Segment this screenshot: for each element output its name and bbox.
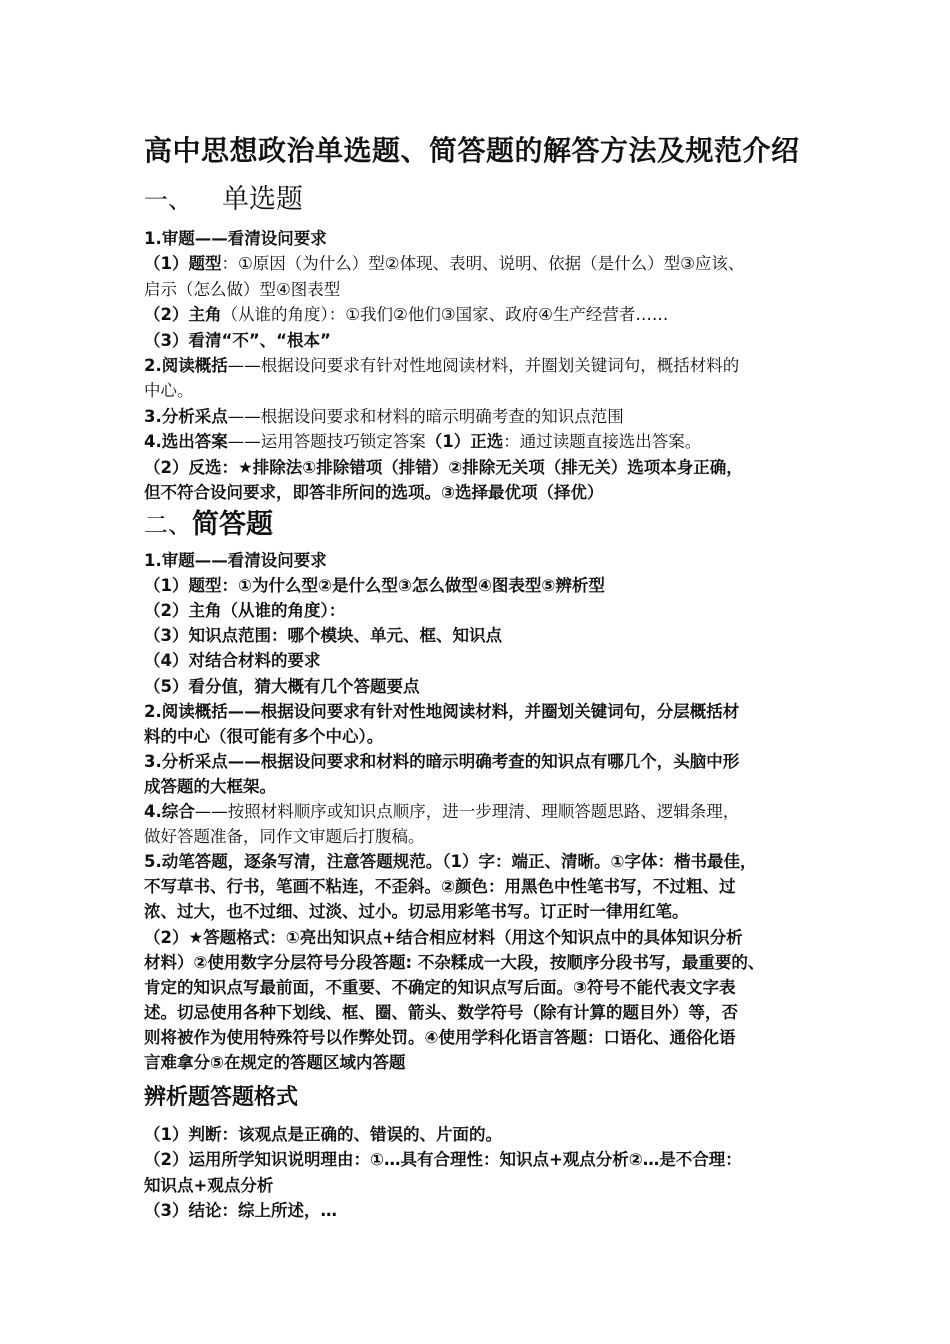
- text-run: （4）对结合材料的要求: [144, 651, 321, 671]
- text-run: （1）题型: [144, 254, 222, 274]
- text-run: （3）结论：综上所述，…: [144, 1200, 337, 1220]
- text-run: 启示（怎么做）型④图表型: [144, 279, 341, 299]
- text-run: 1.审题——看清设问要求: [144, 229, 327, 248]
- text-run: （2）主角（从谁的角度）：: [144, 601, 346, 621]
- text-run: ——运用答题技巧锁定答案: [227, 432, 426, 452]
- text-line: [144, 353, 856, 378]
- text-run: 中心。: [144, 381, 194, 401]
- text-line: [144, 874, 856, 899]
- text-run: （2）主角: [144, 305, 222, 325]
- text-line: [144, 302, 856, 327]
- text-line: [144, 799, 856, 824]
- text-line: [144, 277, 856, 302]
- text-run: 不写草书、行书，笔画不粘连，不歪斜。②颜色：用黑色中性笔书写，不过粗、过: [144, 877, 736, 897]
- text-run: （3）看清“不”、“根本”: [144, 330, 331, 350]
- text-run: ：通过读题直接选出答案。: [503, 432, 702, 452]
- text-run: ：①原因（为什么）型②体现、表明、说明、依据（是什么）型③应该、: [221, 254, 745, 274]
- text-run: 材料）②使用数字分层符号分段答题: 不杂糅成一大段，按顺序分段书写，最重要的、: [144, 952, 765, 972]
- section-title: 单选题: [222, 184, 303, 215]
- text-run: （2）★答题格式：①亮出知识点+结合相应材料（用这个知识点中的具体知识分析: [144, 927, 743, 947]
- text-line: [144, 774, 856, 799]
- text-run: 3.分析采点——根据设问要求和材料的暗示明确考查的知识点有哪几个，头脑中形: [144, 751, 740, 771]
- text-run: （1）正选: [425, 432, 504, 452]
- text-run: ——根据设问要求和材料的暗示明确考查的知识点范围: [227, 406, 624, 426]
- text-run: 言难拿分⑤在规定的答题区域内答题: [144, 1053, 406, 1072]
- text-line: [144, 1122, 856, 1147]
- text-run: 1.审题——看清设问要求: [144, 551, 327, 570]
- text-run: ——按照材料顺序或知识点顺序，进一步理清、理顺答题思路、逻辑条理，: [194, 802, 740, 821]
- text-line: [144, 975, 856, 1000]
- text-line: [144, 404, 856, 429]
- text-line: [144, 598, 856, 623]
- text-line: [144, 1050, 856, 1075]
- text-run: 4.综合: [144, 802, 195, 821]
- text-run: 成答题的大框架。: [144, 776, 276, 796]
- text-run: 则将被作为使用特殊符号以作弊处罚。④使用学科化语言答题：口语化、通俗化语: [144, 1027, 736, 1047]
- text-run: ——根据设问要求有针对性地阅读材料，并圈划关键词句，概括材料的: [227, 356, 740, 375]
- text-run: 做好答题准备，同作文审题后打腹稿。: [144, 827, 425, 847]
- text-line: [144, 724, 856, 749]
- text-line: [144, 849, 856, 874]
- text-line: [144, 378, 856, 403]
- text-line: [144, 429, 856, 454]
- text-run: 但不符合设问要求，即答非所问的选项。③选择最优项（择优）: [144, 483, 604, 502]
- text-run: （从谁的角度）：①我们②他们③国家、政府④生产经营者……: [221, 305, 669, 325]
- text-run: 浓、过大，也不过细、过淡、过小。切忌用彩笔书写。订正时一律用红笔。: [144, 902, 689, 922]
- text-run: 3.分析采点: [144, 406, 228, 426]
- text-run: 知识点+观点分析: [144, 1175, 274, 1195]
- document-title: 高中思想政治单选题、简答题的解答方法及规范介绍: [144, 134, 800, 167]
- text-run: 4.选出答案: [144, 432, 228, 452]
- text-run: 2.阅读概括——根据设问要求有针对性地阅读材料，并圈划关键词句，分层概括材: [144, 701, 740, 721]
- text-run: 料的中心（很可能有多个中心）。: [144, 726, 384, 746]
- text-line: [144, 455, 856, 480]
- section-heading-discrimination: 辨析题答题格式: [144, 1085, 299, 1110]
- text-line: [144, 674, 856, 699]
- text-line: [144, 899, 856, 924]
- text-line: [144, 548, 856, 573]
- text-run: 5.动笔答题，逐条写清，注意答题规范。（1）字：端正、清晰。①字体：楷书最佳，: [144, 852, 757, 872]
- section-number: 一、: [144, 186, 192, 214]
- section-number: 二、: [144, 511, 192, 539]
- section-heading-single-choice: [144, 182, 303, 218]
- text-line: [144, 573, 856, 598]
- text-run: （3）知识点范围：哪个模块、单元、框、知识点: [144, 626, 502, 646]
- text-line: [144, 623, 856, 648]
- text-run: 2.阅读概括: [144, 356, 228, 375]
- text-line: [144, 824, 856, 849]
- text-line: [144, 480, 856, 505]
- text-line: [144, 648, 856, 673]
- text-line: [144, 1147, 856, 1172]
- text-line: [144, 251, 856, 276]
- text-run: 述。切忌使用各种下划线、框、圈、箭头、数学符号（除有计算的题目外）等，否: [144, 1002, 738, 1022]
- text-line: [144, 699, 856, 724]
- text-run: （2）运用所学知识说明理由：①…具有合理性：知识点+观点分析②…是不合理：: [144, 1150, 742, 1170]
- text-run: 肯定的知识点写最前面，不重要、不确定的知识点写后面。③符号不能代表文字表: [144, 977, 736, 997]
- text-line: [144, 925, 856, 950]
- text-run: （1）判断：该观点是正确的、错误的、片面的。: [144, 1125, 502, 1144]
- text-run: （2）反选：★排除法①排除错项（排错）②排除无关项（排无关）选项本身正确，: [144, 457, 743, 477]
- text-line: [144, 328, 856, 353]
- section-title: 简答题: [192, 509, 273, 540]
- section-heading-short-answer: [144, 507, 273, 543]
- text-run: （1）题型：①为什么型②是什么型③怎么做型④图表型⑤辨析型: [144, 576, 605, 596]
- text-run: （5）看分值，猜大概有几个答题要点: [144, 676, 420, 696]
- text-line: [144, 1025, 856, 1050]
- text-line: [144, 749, 856, 774]
- text-line: [144, 1198, 856, 1223]
- text-line: [144, 1000, 856, 1025]
- text-line: [144, 226, 856, 251]
- text-line: [144, 950, 856, 975]
- text-line: [144, 1173, 856, 1198]
